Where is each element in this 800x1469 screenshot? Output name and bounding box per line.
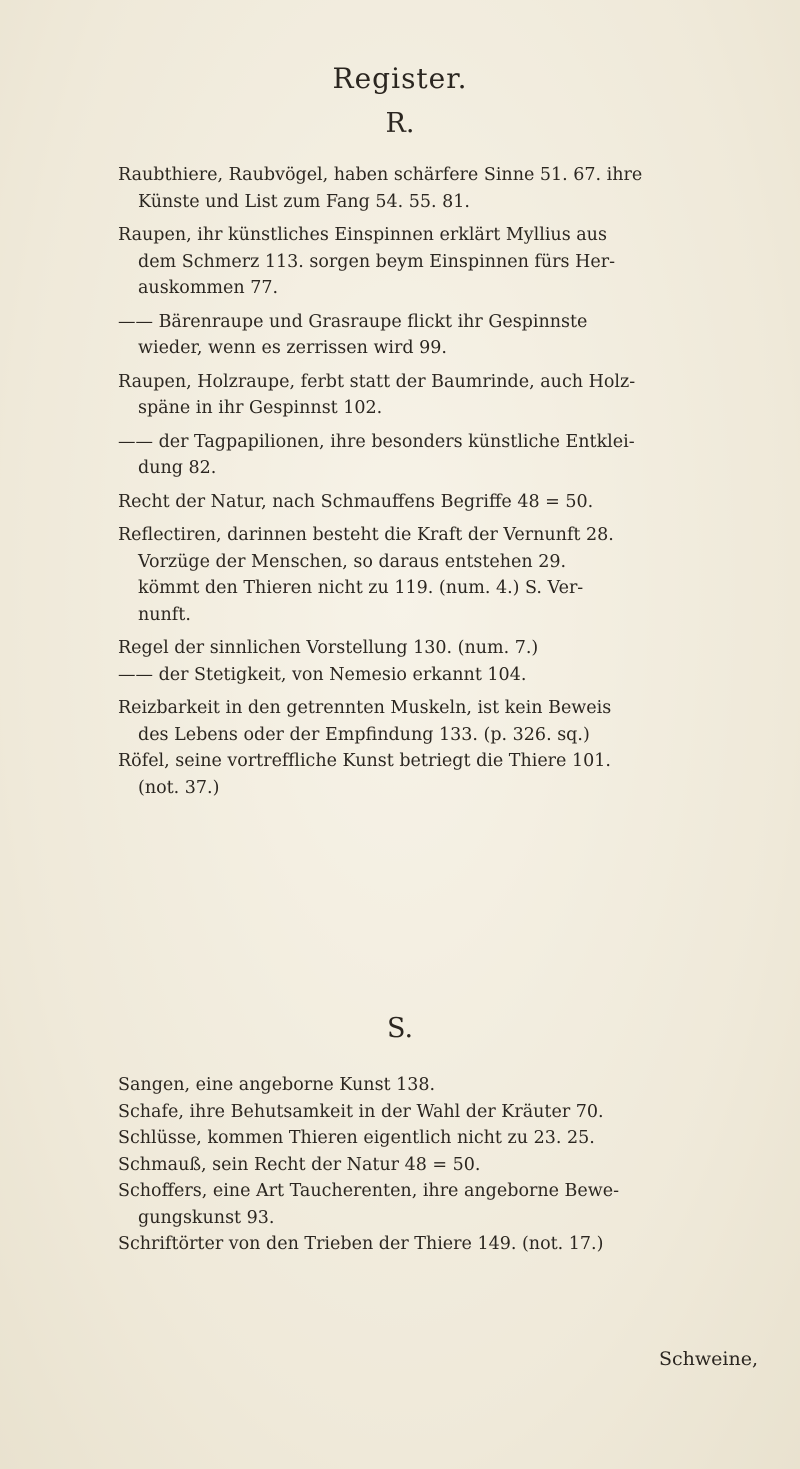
entry-line: Schriftörter von den Trieben der Thiere 149. (not. 17.) [118,1234,604,1254]
index-entry [118,635,772,688]
entry-line: des Lebens oder der Empfindung 133. (p. 326. sq.) [138,724,590,745]
entry-line: Reflectiren, darinnen besteht die Kraft der Vernunft 28. [118,525,614,545]
entry-line: auskommen 77. [138,278,279,298]
entry-line: Reizbarkeit in den getrennten Muskeln, ist kein Beweis [118,698,612,718]
entry-line: Recht der Natur, nach Schmauffens Begriffe 48 = 50. [118,491,594,512]
entry-line: Schafe, ihre Behutsamkeit in der Wahl der Kräuter 70. [118,1101,604,1122]
entry-line: späne in ihr Gespinnst 102. [138,398,383,418]
entry-line: kömmt den Thieren nicht zu 119. (num. 4.) S. Ver- [138,578,584,598]
index-entry [118,222,772,302]
entry-line: gungskunst 93. [138,1207,275,1228]
index-entry [118,429,772,482]
entry-line: —— Bärenraupe und Grasraupe flickt ihr Gespinnste [118,311,588,332]
entry-line: Sangen, eine angeborne Kunst 138. [118,1075,436,1095]
entry-line: Schoffers, eine Art Taucherenten, ihre angeborne Bewe- [118,1181,619,1201]
index-entry [118,522,772,628]
entry-line: dung 82. [138,458,217,478]
entry-line: —— der Stetigkeit, von Nemesio erkannt 104. [118,664,527,685]
index-entry [118,695,772,801]
section-letter-r: R. [385,108,415,139]
entry-line: Raupen, ihr künstliches Einspinnen erklärt Myllius aus [118,225,607,245]
catchword: Schweine, [659,1348,758,1370]
index-entries-r [118,162,772,808]
entry-line: Schlüsse, kommen Thieren eigentlich nicht zu 23. 25. [118,1128,595,1148]
page-heading: Register. [332,62,468,95]
entry-line: Vorzüge der Menschen, so daraus entstehen 29. [138,551,567,572]
index-entry [118,369,772,422]
entry-line: Raubthiere, Raubvögel, haben schärfere Sinne 51. 67. ihre [118,165,643,185]
index-entry [118,309,772,362]
entry-line: Regel der sinnlichen Vorstellung 130. (num. 7.) [118,638,539,658]
index-entry [118,162,772,215]
entry-line: Röfel, seine vortreffliche Kunst betriegt die Thiere 101. [118,751,611,771]
section-letter-s: S. [386,1013,414,1044]
entry-line: —— der Tagpapilionen, ihre besonders künstliche Entklei- [118,431,635,452]
index-entries-s [118,1072,772,1265]
entry-line: wieder, wenn es zerrissen wird 99. [138,338,447,358]
entry-line: (not. 37.) [138,777,220,798]
entry-line: dem Schmerz 113. sorgen beym Einspinnen fürs Her- [138,251,615,272]
index-entry [118,1072,772,1258]
entry-line: nunft. [138,604,191,625]
entry-line: Raupen, Holzraupe, ferbt statt der Baumrinde, auch Holz- [118,371,636,392]
entry-line: Künste und List zum Fang 54. 55. 81. [138,191,470,212]
index-entry [118,489,772,516]
entry-line: Schmauß, sein Recht der Natur 48 = 50. [118,1154,481,1175]
